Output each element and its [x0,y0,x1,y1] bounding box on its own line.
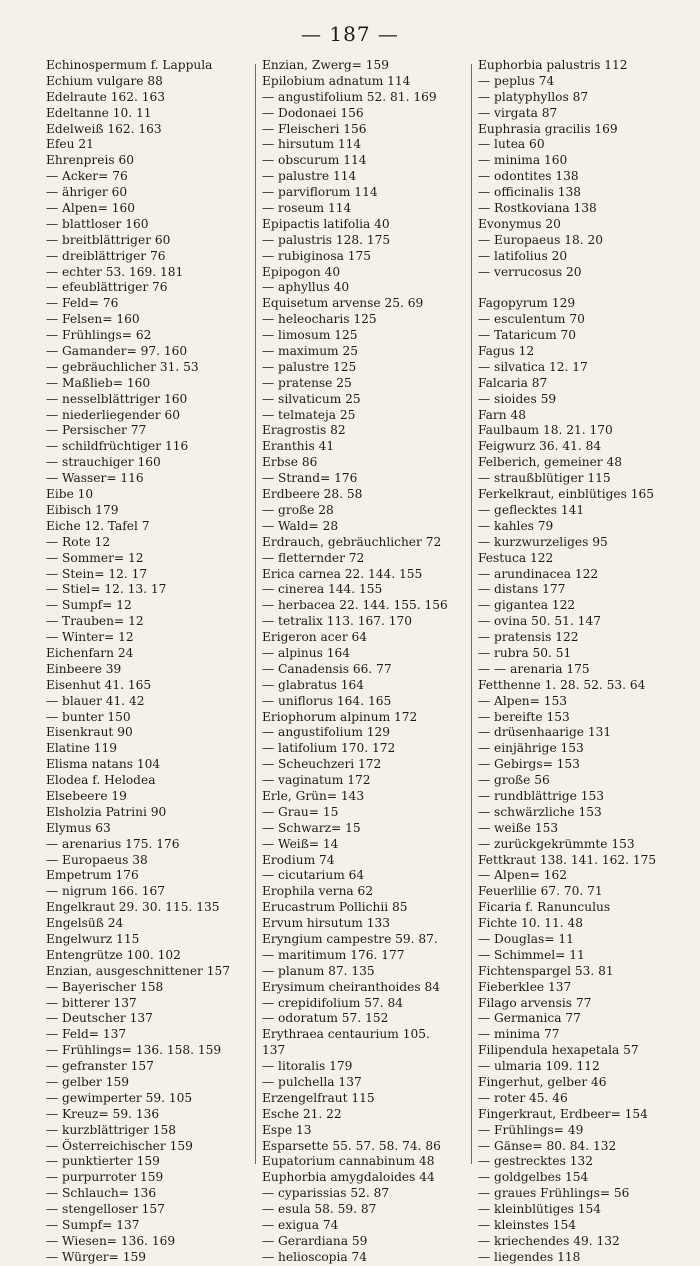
index-entry: Evonymus 20 [478,216,561,231]
index-entry: — liegendes 118 [478,1249,581,1264]
index-entry: — distans 177 [478,582,566,597]
index-entry: — Germanica 77 [478,1011,581,1026]
index-entry: Ervum hirsutum 133 [262,916,391,931]
index-entry: — maritimum 176. 177 [262,947,405,962]
index-entry: — parviflorum 114 [262,185,378,200]
index-entry: — punktierter 159 [46,1154,160,1169]
index-entry: — Wasser= 116 [46,471,144,486]
index-entry: — efeublättriger 76 [46,280,168,295]
index-entry: — ovina 50. 51. 147 [478,614,601,629]
index-entry: — esula 58. 59. 87 [262,1202,377,1217]
index-entry: — geflecktes 141 [478,502,585,517]
index-entry: Fagus 12 [478,344,535,359]
index-entry: Erdbeere 28. 58 [262,487,363,502]
index-entry: — Europaeus 18. 20 [478,232,603,247]
index-entry: — crepidifolium 57. 84 [262,995,404,1010]
index-entry [478,280,696,296]
index-entry: — zurückgekrümmte 153 [478,836,635,851]
index-entry: — lutea 60 [478,137,545,152]
index-entry: — sioides 59 [478,391,557,406]
index-entry: — telmateja 25 [262,407,356,422]
index-entry: — verrucosus 20 [478,264,582,279]
index-entry: — Fleischeri 156 [262,121,367,136]
index-entry: — Alpen= 153 [478,693,567,708]
index-column-2 [262,58,468,1266]
index-entry: Feuerlilie 67. 70. 71 [478,884,603,899]
index-entry: — Scheuchzeri 172 [262,757,382,772]
index-entry: Epilobium adnatum 114 [262,73,411,88]
index-entry: — Bayerischer 158 [46,979,164,994]
index-entry: — schildfrüchtiger 116 [46,439,189,454]
index-entry: — esculentum 70 [478,312,585,327]
index-entry: — Frühlings= 49 [478,1122,584,1137]
index-entry: — bunter 150 [46,709,131,724]
index-entry: — einjährige 153 [478,741,584,756]
index-entry: — limosum 125 [262,328,358,343]
index-entry: — herbacea 22. 144. 155. 156 [262,598,448,613]
index-entry: — Grau= 15 [262,804,339,819]
index-entry: — Tataricum 70 [478,328,577,343]
index-entry: Eichenfarn 24 [46,645,134,660]
index-entry: Elsholzia Patrini 90 [46,804,167,819]
index-entry: — maximum 25 [262,344,359,359]
index-entry: — Würger= 159 [46,1249,146,1264]
index-entry: Equisetum arvense 25. 69 [262,296,424,311]
index-entry: — roter 45. 46 [478,1090,568,1105]
index-entry: — Stiel= 12. 13. 17 [46,582,167,597]
index-entry: — heleocharis 125 [262,312,377,327]
index-entry: — palustre 125 [262,359,357,374]
index-entry: — pratensis 122 [478,630,579,645]
index-entry: — weiße 153 [478,820,559,835]
index-entry: — Weiß= 14 [262,836,339,851]
index-entry: — fletternder 72 [262,550,365,565]
index-entry: — arenarius 175. 176 [46,836,180,851]
index-entry: Eriophorum alpinum 172 [262,709,418,724]
index-entry: — silvaticum 25 [262,391,361,406]
index-entry: — latifolius 20 [478,248,568,263]
index-entry: Erodium 74 [262,852,335,867]
index-entry: — nesselblättriger 160 [46,391,188,406]
index-entry: — echter 53. 169. 181 [46,264,184,279]
index-entry: — tetralix 113. 167. 170 [262,614,412,629]
index-entry: — Schlauch= 136 [46,1186,157,1201]
index-entry: — Sumpf= 12 [46,598,132,613]
index-entry: — Europaeus 38 [46,852,148,867]
index-entry: Erzengelfraut 115 [262,1090,375,1105]
index-entry: — Wald= 28 [262,518,339,533]
index-entry: Eiche 12. Tafel 7 [46,518,150,533]
index-entry: Euphrasia gracilis 169 [478,121,618,136]
index-entry: — Gamander= 97. 160 [46,344,188,359]
index-entry: Faulbaum 18. 21. 170 [478,423,613,438]
index-column-1 [46,58,254,1266]
index-entry: — platyphyllos 87 [478,89,589,104]
index-entry: — Sommer= 12 [46,550,144,565]
index-entry: Esparsette 55. 57. 58. 74. 86 [262,1138,441,1153]
index-entry: — schwärzliche 153 [478,804,602,819]
index-entry: — aphyllus 40 [262,280,350,295]
index-entry: — große 56 [478,773,550,788]
index-entry: — palustris 128. 175 [262,232,391,247]
index-entry: Elisma natans 104 [46,757,161,772]
index-entry: — angustifolium 129 [262,725,391,740]
index-entry: — Rostkoviana 138 [478,201,597,216]
index-entry: Fagopyrum 129 [478,296,576,311]
index-entry: — gebräuchlicher 31. 53 [46,359,199,374]
index-entry: 137 [262,1043,286,1058]
index-entry: — niederliegender 60 [46,407,180,422]
index-entry: — odoratum 57. 152 [262,1011,389,1026]
index-entry: Enzian, ausgeschnittener 157 [46,963,231,978]
index-entry: — Gerardiana 59 [262,1233,368,1248]
index-entry: — Alpen= 162 [478,868,567,883]
index-entry: — vaginatum 172 [262,773,371,788]
index-entry: Erdrauch, gebräuchlicher 72 [262,534,442,549]
index-entry: — Acker= 76 [46,169,128,184]
index-entry: — odontites 138 [478,169,579,184]
index-entry: Fichte 10. 11. 48 [478,916,584,931]
index-entry: Erica carnea 22. 144. 155 [262,566,423,581]
index-entry: Edeltanne 10. 11 [46,105,152,120]
index-entry: — minima 77 [478,1027,560,1042]
index-entry: — glabratus 164 [262,677,365,692]
index-entry: Euphorbia amygdaloides 44 [262,1170,435,1185]
index-entry: Einbeere 39 [46,661,122,676]
index-entry: — kurzblättriger 158 [46,1122,177,1137]
index-entry: Falcaria 87 [478,375,548,390]
index-entry: — latifolium 170. 172 [262,741,396,756]
index-entry: Feigwurz 36. 41. 84 [478,439,602,454]
index-entry: Festuca 122 [478,550,554,565]
column-divider [471,64,472,1164]
index-entry: — rubra 50. 51 [478,645,572,660]
index-entry: Erbse 86 [262,455,318,470]
index-entry: — Gänse= 80. 84. 132 [478,1138,617,1153]
index-entry: Ferkelkraut, einblütiges 165 [478,487,655,502]
index-entry: Efeu 21 [46,137,94,152]
index-entry: Erophila verna 62 [262,884,374,899]
index-entry: Echinospermum f. Lappula [46,58,213,72]
index-entry: — purpurroter 159 [46,1170,164,1185]
index-entry: — silvatica 12. 17 [478,359,588,374]
index-entry: Euphorbia palustris 112 [478,58,628,72]
index-column-3 [478,58,696,1266]
index-entry: — peplus 74 [478,73,555,88]
index-entry: Eupatorium cannabinum 48 [262,1154,435,1169]
index-entry: Fettkraut 138. 141. 162. 175 [478,852,657,867]
index-entry: — ähriger 60 [46,185,128,200]
index-entry: Echium vulgare 88 [46,73,163,88]
index-entry: — kleinstes 154 [478,1218,577,1233]
index-entry: Engelsüß 24 [46,916,124,931]
index-entry: Erigeron acer 64 [262,630,368,645]
index-entry: Eryngium campestre 59. 87. [262,931,438,946]
index-entry: Fichtenspargel 53. 81 [478,963,614,978]
index-entry: — Deutscher 137 [46,1011,153,1026]
index-entry: Ficaria f. Ranunculus [478,900,611,915]
index-entry: — — arenaria 175 [478,661,590,676]
index-entry: Enzian, Zwerg= 159 [262,58,390,72]
index-entry: — bereifte 153 [478,709,570,724]
index-entry: — Felsen= 160 [46,312,140,327]
index-entry: — helioscopia 74 [262,1249,368,1264]
index-entry: — officinalis 138 [478,185,581,200]
index-entry: Entengrütze 100. 102 [46,947,181,962]
index-entry: — Schwarz= 15 [262,820,361,835]
index-entry: Eisenkraut 90 [46,725,133,740]
index-entry: — obscurum 114 [262,153,367,168]
index-entry: — pulchella 137 [262,1075,362,1089]
index-entry: — arundinacea 122 [478,566,599,581]
index-entry: — goldgelbes 154 [478,1170,589,1185]
index-entry: — Frühlings= 62 [46,328,152,343]
index-entry: — Österreichischer 159 [46,1138,193,1153]
index-entry: — exigua 74 [262,1218,339,1233]
index-entry: — dreiblättriger 76 [46,248,166,263]
index-entry: — gestrecktes 132 [478,1154,593,1169]
index-entry: Elatine 119 [46,741,118,756]
index-entry: — Trauben= 12 [46,614,144,629]
index-entry: — Stein= 12. 17 [46,566,148,581]
index-entry: Eibe 10 [46,487,94,502]
index-entry: Erysimum cheiranthoides 84 [262,979,440,994]
index-entry: — Alpen= 160 [46,201,135,216]
index-entry: — alpinus 164 [262,645,351,660]
index-entry: — blauer 41. 42 [46,693,145,708]
index-entry: — strauchiger 160 [46,455,161,470]
index-entry: Elsebeere 19 [46,788,127,803]
index-entry: Fieberklee 137 [478,979,572,994]
index-entry: — roseum 114 [262,201,352,216]
index-entry: — cinerea 144. 155 [262,582,383,597]
index-entry: — gigantea 122 [478,598,576,613]
index-entry: Eranthis 41 [262,439,335,454]
index-entry: Ehrenpreis 60 [46,153,135,168]
index-entry: Erucastrum Pollichii 85 [262,900,408,915]
index-entry: — Rote 12 [46,534,111,549]
index-entry: — straußblütiger 115 [478,471,611,486]
index-entry: — Kreuz= 59. 136 [46,1106,160,1121]
index-entry: Farn 48 [478,407,526,422]
index-entry: — breitblättriger 60 [46,232,171,247]
index-entry: Edelraute 162. 163 [46,89,166,104]
column-divider [255,64,256,1164]
index-entry: Espe 13 [262,1122,312,1137]
index-entry: — uniflorus 164. 165 [262,693,392,708]
index-entry: — blattloser 160 [46,216,149,231]
index-entry: Eibisch 179 [46,502,119,517]
index-entry: — Winter= 12 [46,630,134,645]
index-entry: — minima 160 [478,153,568,168]
index-entry: Fetthenne 1. 28. 52. 53. 64 [478,677,646,692]
page-number: — 187 — [301,22,399,46]
index-entry: — kriechendes 49. 132 [478,1233,620,1248]
index-entry: — planum 87. 135 [262,963,375,978]
index-entry: — graues Frühlings= 56 [478,1186,630,1201]
index-entry: Filipendula hexapetala 57 [478,1043,639,1058]
index-entry: Erle, Grün= 143 [262,788,365,803]
index-entry: — cicutarium 64 [262,868,365,883]
index-entry: — stengelloser 157 [46,1202,165,1217]
index-entry: — Maßlieb= 160 [46,375,151,390]
index-entry: — Schimmel= 11 [478,947,585,962]
index-entry: — Strand= 176 [262,471,358,486]
index-entry: Fingerkraut, Erdbeer= 154 [478,1106,648,1121]
index-entry: — Frühlings= 136. 158. 159 [46,1043,222,1058]
index-entry: — ulmaria 109. 112 [478,1059,600,1074]
index-entry: — Gebirgs= 153 [478,757,580,772]
index-entry: — gewimperter 59. 105 [46,1090,193,1105]
index-entry: Edelweiß 162. 163 [46,121,162,136]
index-entry: — angustifolium 52. 81. 169 [262,89,437,104]
index-entry: Elodea f. Helodea [46,773,156,788]
index-entry: Felberich, gemeiner 48 [478,455,623,470]
index-entry: — rundblättrige 153 [478,788,605,803]
index-entry: — gelber 159 [46,1075,129,1089]
index-entry: — pratense 25 [262,375,352,390]
index-entry: Epipogon 40 [262,264,341,279]
index-entry: — Dodonaei 156 [262,105,364,120]
index-entry: — Persischer 77 [46,423,147,438]
index-entry: — kurzwurzeliges 95 [478,534,608,549]
index-entry: — Sumpf= 137 [46,1218,140,1233]
index-entry: — Feld= 76 [46,296,119,311]
index-entry: — litoralis 179 [262,1059,353,1074]
index-entry: — bitterer 137 [46,995,137,1010]
index-entry: — cyparissias 52. 87 [262,1186,390,1201]
index-entry: — kleinblütiges 154 [478,1202,602,1217]
index-entry: Erythraea centaurium 105. [262,1027,430,1042]
index-entry: Filago arvensis 77 [478,995,592,1010]
index-entry: — hirsutum 114 [262,137,362,152]
index-entry: — Wiesen= 136. 169 [46,1233,176,1248]
index-entry: Elymus 63 [46,820,111,835]
index-entry: — große 28 [262,502,334,517]
index-entry: — Douglas= 11 [478,931,574,946]
index-entry: — palustre 114 [262,169,357,184]
index-entry: — rubiginosa 175 [262,248,371,263]
index-entry: Esche 21. 22 [262,1106,342,1121]
index-entry: — kahles 79 [478,518,554,533]
index-entry: Fingerhut, gelber 46 [478,1075,607,1089]
index-entry: — virgata 87 [478,105,558,120]
index-entry: Engelkraut 29. 30. 115. 135 [46,900,220,915]
index-entry: — nigrum 166. 167 [46,884,165,899]
index-entry: Empetrum 176 [46,868,139,883]
index-entry: Eisenhut 41. 165 [46,677,152,692]
index-entry: — drüsenhaarige 131 [478,725,612,740]
index-entry: — Canadensis 66. 77 [262,661,392,676]
index-entry: Epipactis latifolia 40 [262,216,390,231]
index-entry: Eragrostis 82 [262,423,346,438]
index-entry: — Feld= 137 [46,1027,127,1042]
index-entry: Engelwurz 115 [46,931,140,946]
index-entry: — gefranster 157 [46,1059,154,1074]
